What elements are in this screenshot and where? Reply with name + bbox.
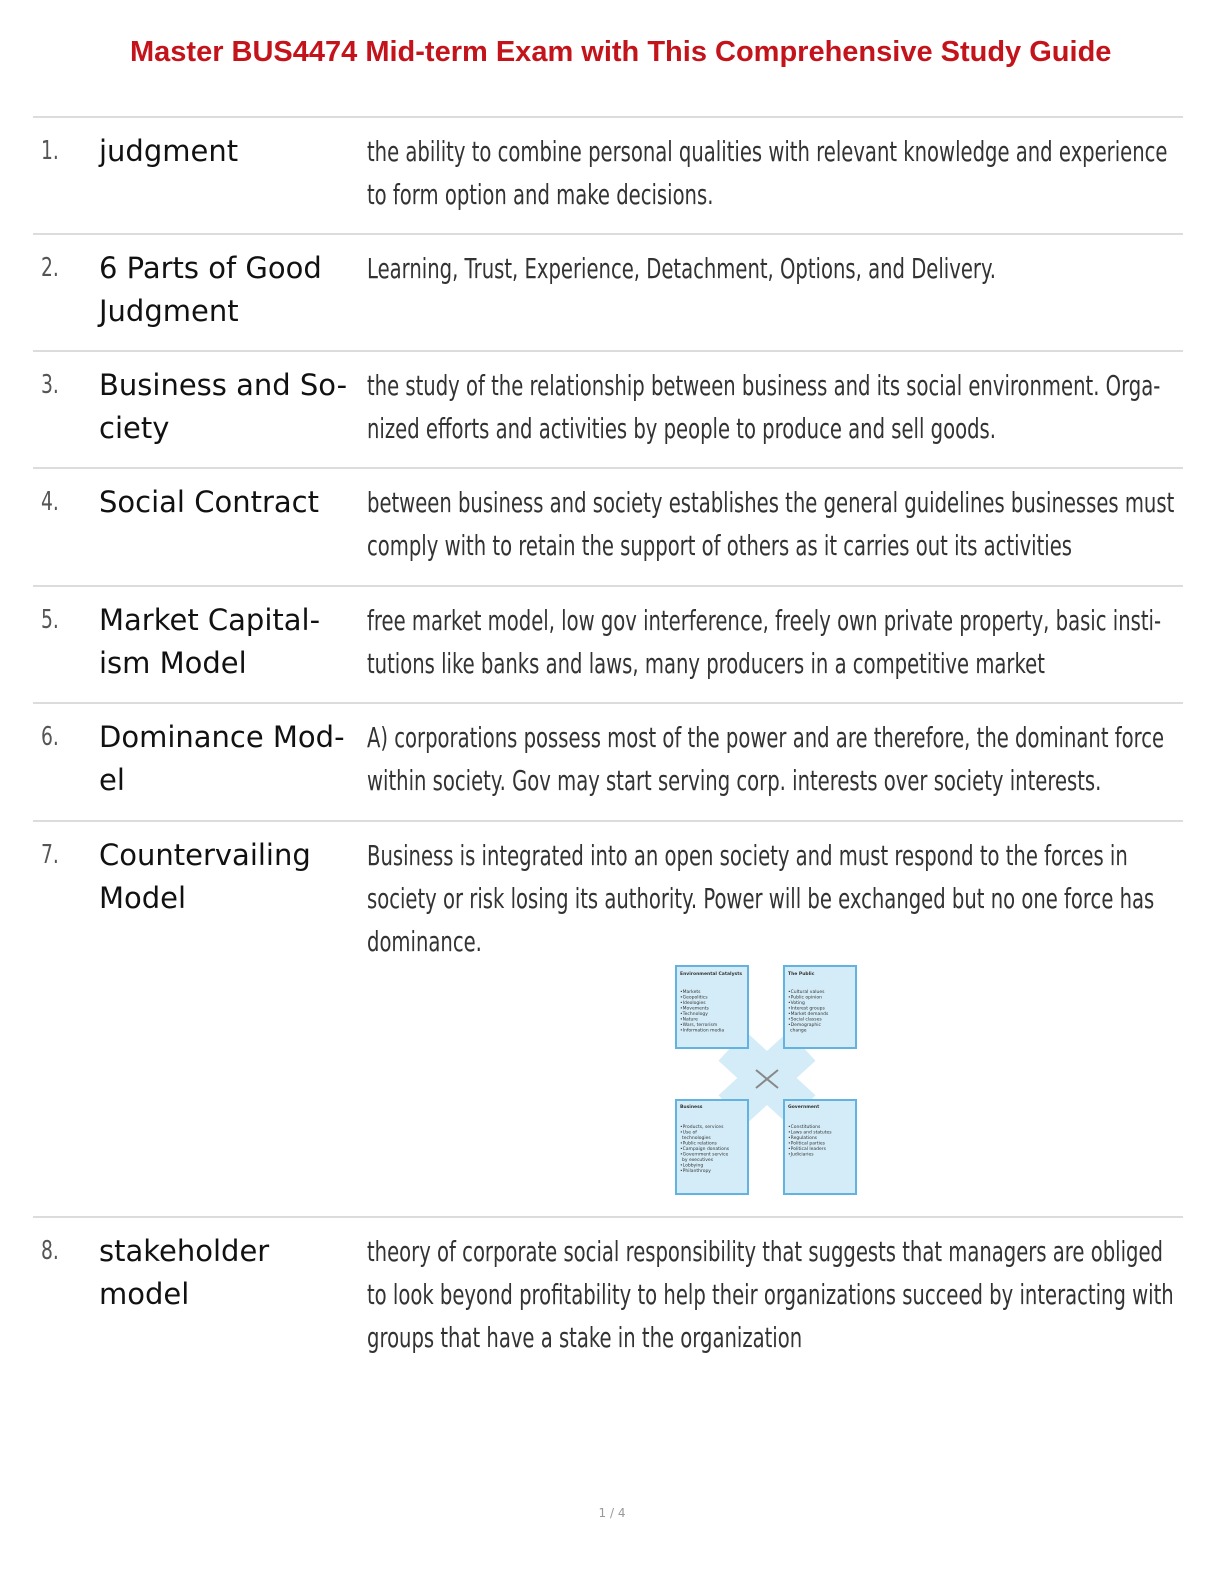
entry-definition: free market model, low gov interference, freely own private property, basic insti- tutions like banks and laws, many producers in a competitive market [367, 604, 1162, 680]
entry-term: judgment [99, 134, 239, 168]
divider [33, 1216, 1183, 1218]
box-item: •Cultural values [788, 990, 825, 995]
box-item: •Regulations [788, 1136, 818, 1141]
divider [33, 116, 1183, 118]
box-title: Government [788, 1105, 820, 1110]
box-item: •Political leaders [788, 1147, 826, 1152]
box-title: Environmental Catalysts [680, 972, 743, 977]
box-item: •Markets [680, 990, 701, 995]
entry-definition: between business and society establishes the general guidelines businesses must comply with to retain the support of others as it carries out its activities [367, 486, 1175, 562]
box-item: •Political parties [788, 1141, 825, 1147]
page-number: 1 / 4 [598, 1506, 626, 1520]
box-item: •Philanthropy [680, 1169, 711, 1174]
box-item: •Information media [680, 1028, 725, 1034]
box-title: Business [680, 1105, 703, 1110]
entry-definition: Business is integrated into an open society and must respond to the forces in society or risk losing its authority. Power will be exchanged but no one force has dominance. [367, 839, 1155, 958]
svg-text:The Public [788, 971, 815, 977]
box-item: •Nature [680, 1017, 698, 1023]
box-item: •Constitutions [788, 1125, 821, 1130]
entry-number: 3. [41, 370, 59, 400]
box-item: •Lobbying [680, 1163, 704, 1169]
box-item: •Use of [680, 1130, 697, 1136]
box-item: •Demographic [788, 1023, 821, 1028]
box-item: technologies [682, 1136, 711, 1141]
entry-definition: A) corporations possess most of the power and are therefore, the dominant force within society. Gov may start serving corp. interests over society interests. [367, 721, 1165, 797]
entry-number: 6. [41, 722, 59, 752]
box-item: •Geopolitics [680, 995, 708, 1001]
divider [33, 350, 1183, 352]
box-title: The Public [788, 972, 815, 977]
box-item: •Voting [788, 1001, 805, 1006]
box-item: •Interest groups [788, 1006, 825, 1012]
entry-definition: Learning, Trust, Experience, Detachment, Options, and Delivery. [367, 252, 996, 285]
box-item: •Technology [680, 1012, 708, 1017]
divider [33, 233, 1183, 235]
svg-text:Environmental Catalysts [680, 971, 742, 977]
entry-definition: the study of the relationship between business and its social environment. Orga- nized efforts and activities by people to produce and sell goods. [367, 369, 1161, 445]
entry-number: 1. [41, 136, 59, 166]
entry-term: Market Capital- ism Model [99, 603, 321, 680]
divider [33, 820, 1183, 822]
box-item: •Market demands [788, 1012, 829, 1017]
box-item: •Campaign donations [680, 1147, 730, 1152]
box-item: change [790, 1028, 807, 1034]
entry-number: 8. [41, 1236, 59, 1266]
entry-term: Business and So- ciety [99, 368, 348, 445]
entry-term: Social Contract [99, 485, 319, 519]
box-item: •Products, services [680, 1125, 724, 1130]
entry-number: 5. [41, 605, 59, 635]
countervailing-forces-diagram [672, 960, 862, 1200]
entry-term: Countervailing Model [99, 838, 311, 915]
box-item: •Ideologies [680, 1001, 706, 1006]
box-item: •Laws and statutes [788, 1130, 832, 1136]
entry-definition: theory of corporate social responsibility that suggests that managers are obliged to look beyond profitability to help their organizations succeed by interacting with groups that have a stake in the organization [367, 1235, 1174, 1354]
svg-text:Government [788, 1104, 820, 1110]
divider [33, 467, 1183, 469]
box-item: by executives [682, 1158, 714, 1163]
box-item: •Government service [680, 1152, 729, 1158]
entry-number: 2. [41, 253, 59, 283]
box-item: •Movements [680, 1006, 709, 1012]
box-item: •Judiciaries [788, 1152, 814, 1158]
entry-term: stakeholder model [99, 1234, 270, 1311]
entry-term: Dominance Mod- el [99, 720, 345, 797]
svg-text:Business [680, 1104, 703, 1110]
box-item: •Social classes [788, 1017, 822, 1023]
entry-number: 7. [41, 840, 59, 870]
divider [33, 585, 1183, 587]
entry-term: 6 Parts of Good Judgment [99, 251, 322, 328]
box-item: •Public opinion [788, 995, 822, 1001]
entry-number: 4. [41, 487, 59, 517]
box-item: •Wars, terrorism [680, 1023, 718, 1028]
box-item: •Public relations [680, 1141, 717, 1147]
entry-definition: the ability to combine personal qualities with relevant knowledge and experience to form option and make decisions. [367, 135, 1168, 211]
divider [33, 702, 1183, 704]
page-title: Master BUS4474 Mid-term Exam with This Comprehensive Study Guide [130, 36, 1112, 68]
